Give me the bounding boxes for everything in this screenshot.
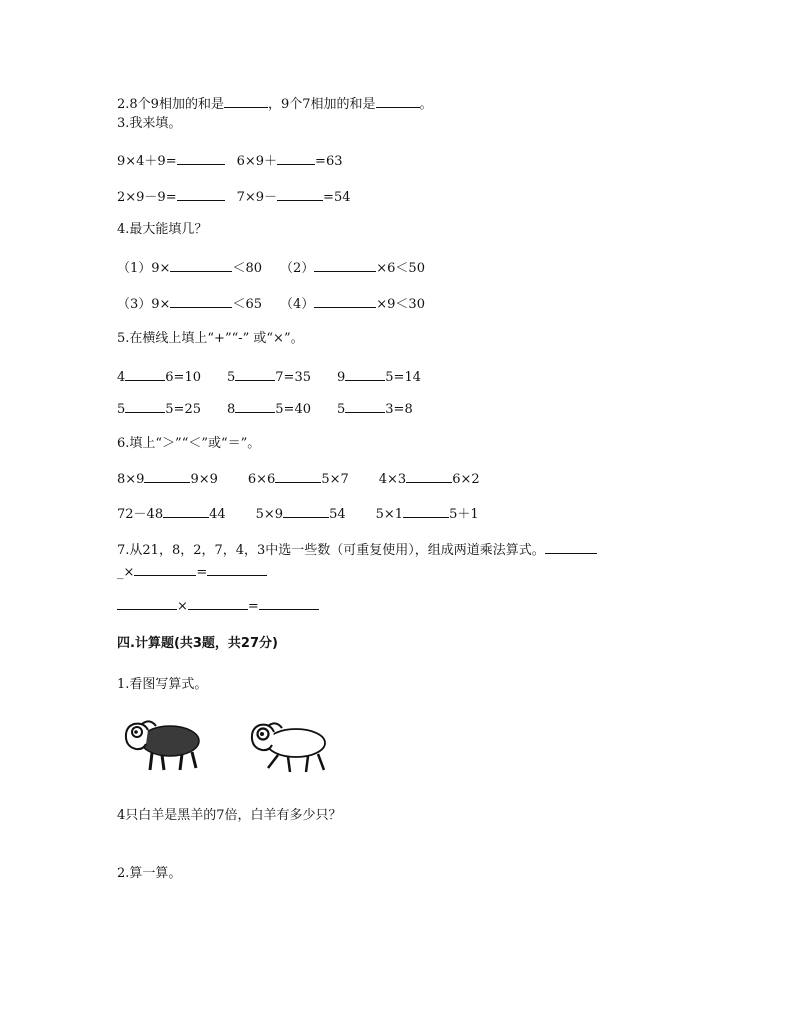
white-sheep-icon bbox=[246, 718, 330, 774]
answer-blank[interactable] bbox=[134, 563, 196, 576]
expr: 5 bbox=[117, 402, 126, 417]
q2-text-a: 2.8个9相加的和是 bbox=[117, 97, 224, 112]
expr: ＜80 bbox=[232, 261, 262, 276]
q7-line-1 bbox=[117, 541, 597, 559]
answer-blank[interactable] bbox=[345, 368, 385, 381]
black-sheep-icon bbox=[122, 714, 204, 772]
q7-text: 7.从21，8，2，7，4，3中选一些数（可重复使用），组成两道乘法算式。 bbox=[117, 543, 545, 558]
q7-line-2 bbox=[117, 563, 267, 581]
answer-blank[interactable] bbox=[177, 188, 225, 201]
expr: 5 bbox=[227, 370, 236, 385]
answer-blank[interactable] bbox=[224, 95, 268, 108]
q4-row-2 bbox=[117, 295, 425, 313]
expr: =54 bbox=[323, 190, 351, 205]
expr: 5 bbox=[337, 402, 346, 417]
answer-blank[interactable] bbox=[314, 259, 376, 272]
expr: ×9＜30 bbox=[376, 297, 425, 312]
answer-blank[interactable] bbox=[170, 295, 232, 308]
expr: 3=8 bbox=[385, 402, 413, 417]
q7-line-3 bbox=[117, 597, 319, 615]
answer-blank[interactable] bbox=[235, 368, 275, 381]
expr: 7=35 bbox=[275, 370, 311, 385]
answer-blank[interactable] bbox=[170, 259, 232, 272]
expr: 5=40 bbox=[275, 402, 311, 417]
q6-row-2 bbox=[117, 505, 479, 523]
answer-blank[interactable] bbox=[177, 152, 225, 165]
answer-blank[interactable] bbox=[117, 597, 177, 610]
expr: =63 bbox=[315, 154, 343, 169]
expr: 5＋1 bbox=[449, 507, 479, 522]
q5-row-2 bbox=[117, 400, 413, 418]
answer-blank[interactable] bbox=[235, 400, 275, 413]
answer-blank[interactable] bbox=[345, 400, 385, 413]
q6-title: 6.填上“＞”“＜”或“＝”。 bbox=[117, 436, 261, 451]
section-title: 四.计算题(共3题，共27分) bbox=[117, 636, 278, 651]
q5-title: 5.在横线上填上“+”“-” 或“×”。 bbox=[117, 331, 304, 346]
expr: 9 bbox=[337, 370, 346, 385]
q2-text-b: ，9个7相加的和是 bbox=[267, 97, 376, 112]
q3-row-1 bbox=[117, 152, 342, 170]
expr: 6×9＋ bbox=[236, 154, 278, 169]
expr: （2） bbox=[279, 261, 315, 276]
answer-blank[interactable] bbox=[277, 188, 323, 201]
answer-blank[interactable] bbox=[207, 563, 267, 576]
expr: 5=14 bbox=[385, 370, 421, 385]
expr: 6×2 bbox=[452, 472, 480, 487]
expr: 9×9 bbox=[190, 472, 218, 487]
q4-row-1 bbox=[117, 259, 425, 277]
expr: 5×7 bbox=[321, 472, 349, 487]
expr: = bbox=[247, 599, 259, 614]
answer-blank[interactable] bbox=[163, 505, 209, 518]
expr: 7×9－ bbox=[236, 190, 278, 205]
expr: 6=10 bbox=[165, 370, 201, 385]
expr: 5=25 bbox=[165, 402, 201, 417]
expr: 44 bbox=[209, 507, 226, 522]
expr: （1）9× bbox=[117, 261, 171, 276]
expr: 8 bbox=[227, 402, 236, 417]
q4-title: 4.最大能填几？ bbox=[117, 222, 208, 237]
expr: 8×9 bbox=[117, 472, 145, 487]
s4q1-title: 1.看图写算式。 bbox=[117, 677, 208, 692]
answer-blank[interactable] bbox=[125, 368, 165, 381]
answer-blank[interactable] bbox=[125, 400, 165, 413]
expr: （4） bbox=[279, 297, 315, 312]
expr: 9×4＋9= bbox=[117, 154, 177, 169]
s4q1-question: 4只白羊是黑羊的7倍，白羊有多少只？ bbox=[117, 808, 342, 823]
q3-row-2 bbox=[117, 188, 350, 206]
answer-blank[interactable] bbox=[406, 470, 452, 483]
q3-title: 3.我来填。 bbox=[117, 116, 182, 131]
expr: × bbox=[177, 599, 188, 614]
expr: 54 bbox=[329, 507, 346, 522]
q5-row-1 bbox=[117, 368, 421, 386]
expr: 4×3 bbox=[378, 472, 407, 487]
expr: 5×1 bbox=[375, 507, 404, 522]
expr: _× bbox=[117, 565, 135, 580]
s4q2-title: 2.算一算。 bbox=[117, 866, 182, 881]
q6-row-1 bbox=[117, 470, 480, 488]
expr: ＜65 bbox=[232, 297, 262, 312]
expr: = bbox=[196, 565, 208, 580]
expr: 6×6 bbox=[247, 472, 276, 487]
answer-blank[interactable] bbox=[545, 541, 597, 554]
answer-blank[interactable] bbox=[259, 597, 319, 610]
answer-blank[interactable] bbox=[403, 505, 449, 518]
expr: ×6＜50 bbox=[376, 261, 425, 276]
expr: 4 bbox=[117, 370, 126, 385]
answer-blank[interactable] bbox=[275, 470, 321, 483]
expr: 2×9－9= bbox=[117, 190, 177, 205]
answer-blank[interactable] bbox=[188, 597, 248, 610]
answer-blank[interactable] bbox=[314, 295, 376, 308]
q2-line bbox=[117, 95, 433, 113]
q2-text-c: 。 bbox=[419, 97, 433, 112]
answer-blank[interactable] bbox=[283, 505, 329, 518]
expr: 5×9 bbox=[255, 507, 284, 522]
expr: 72－48 bbox=[117, 507, 164, 522]
answer-blank[interactable] bbox=[277, 152, 315, 165]
answer-blank[interactable] bbox=[144, 470, 190, 483]
expr: （3）9× bbox=[117, 297, 171, 312]
answer-blank[interactable] bbox=[376, 95, 420, 108]
